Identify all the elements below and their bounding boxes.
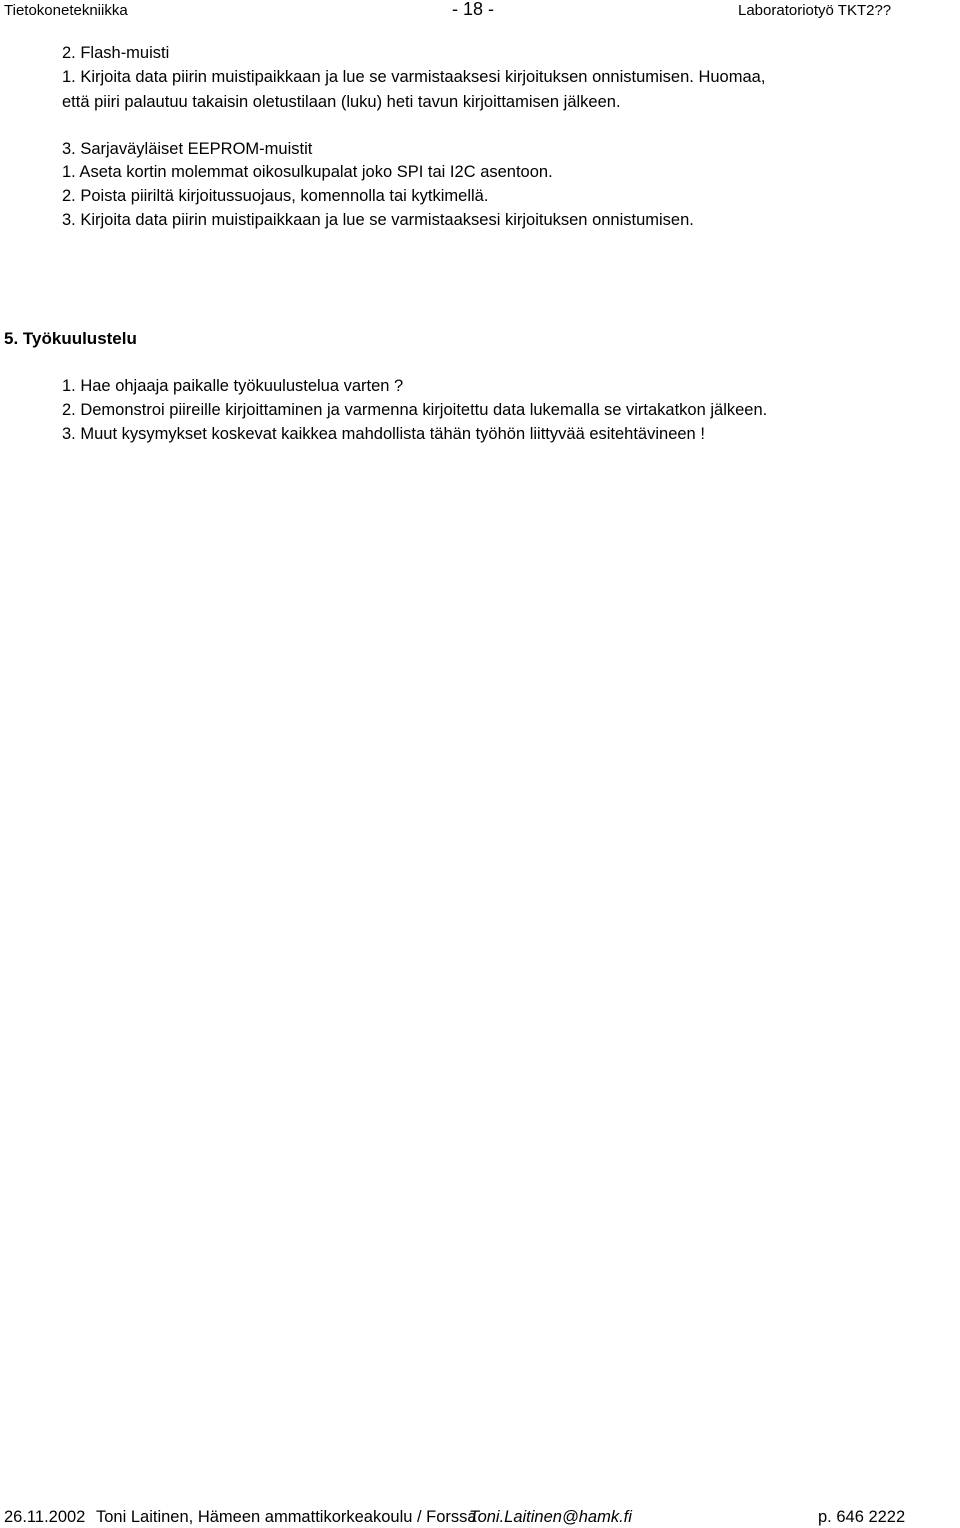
eeprom-step-3: 3. Kirjoita data piirin muistipaikkaan ja lue se varmistaaksesi kirjoituksen onnistumisen. <box>62 211 694 229</box>
footer-author: Toni Laitinen, Hämeen ammattikorkeakoulu / Forssa <box>96 1508 477 1526</box>
section-5-question-2: 2. Demonstroi piireille kirjoittaminen ja varmenna kirjoitettu data lukemalla se virtakatkon jälkeen. <box>62 401 768 419</box>
section-5-question-3: 3. Muut kysymykset koskevat kaikkea mahdollista tähän työhön liittyvää esitehtävineen ! <box>62 425 705 443</box>
flash-title: 2. Flash-muisti <box>62 44 170 62</box>
flash-step-1-line-2: että piiri palautuu takaisin oletustilaan (luku) heti tavun kirjoittamisen jälkeen. <box>62 93 621 111</box>
header-left: Tietokonetekniikka <box>4 2 128 19</box>
flash-step-1-line-1: 1. Kirjoita data piirin muistipaikkaan ja lue se varmistaaksesi kirjoituksen onnistumisen. Huomaa, <box>62 68 766 86</box>
section-5-title: 5. Työkuulustelu <box>4 329 137 348</box>
page-number: - 18 - <box>452 0 495 19</box>
eeprom-title: 3. Sarjaväyläiset EEPROM-muistit <box>62 140 313 158</box>
eeprom-step-1: 1. Aseta kortin molemmat oikosulkupalat joko SPI tai I2C asentoon. <box>62 163 553 181</box>
footer-date: 26.11.2002 <box>4 1508 86 1526</box>
eeprom-step-2: 2. Poista piiriltä kirjoitussuojaus, komennolla tai kytkimellä. <box>62 187 489 205</box>
header-right: Laboratoriotyö TKT2?? <box>738 2 892 19</box>
section-5-question-1: 1. Hae ohjaaja paikalle työkuulustelua varten ? <box>62 377 404 395</box>
footer-email: Toni.Laitinen@hamk.fi <box>469 1508 632 1526</box>
footer-phone: p. 646 2222 <box>818 1508 906 1526</box>
